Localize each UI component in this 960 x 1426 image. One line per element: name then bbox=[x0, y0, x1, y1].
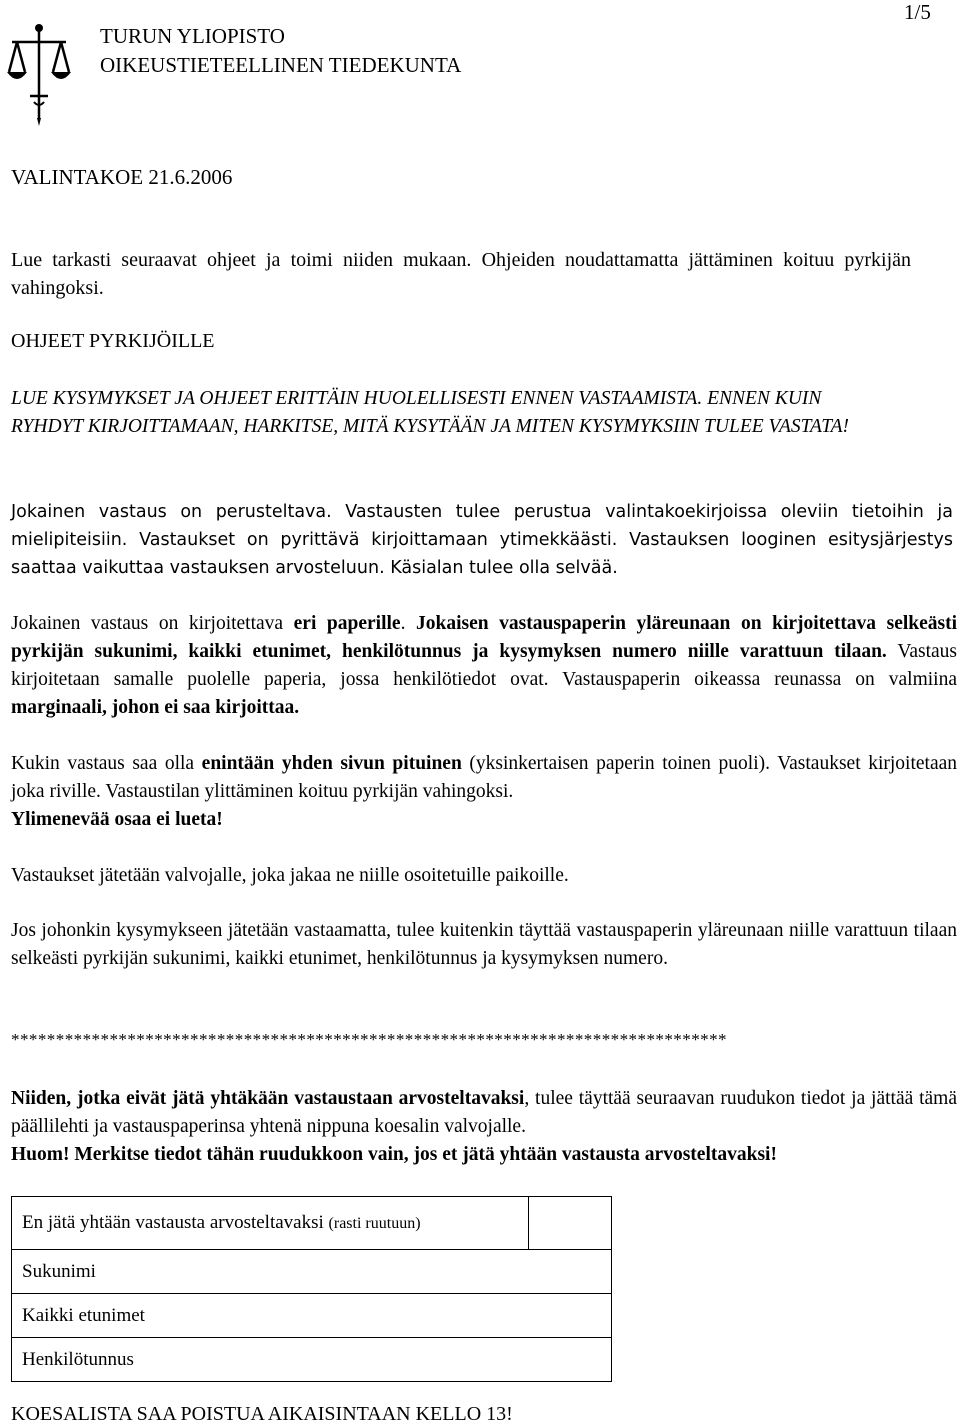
paragraph-answer-length bbox=[11, 750, 957, 834]
para6-bold-1: Niiden, jotka eivät jätä yhtäkään vastaustaan arvosteltavaksi bbox=[11, 1088, 525, 1109]
personal-id-label: Henkilötunnus bbox=[22, 1348, 134, 1370]
no-answers-form bbox=[11, 1196, 612, 1382]
instructions-heading: OHJEET PYRKIJÖILLE bbox=[11, 330, 215, 352]
no-answers-hint: (rasti ruutuun) bbox=[328, 1215, 421, 1232]
para3-bold-1: enintään yhden sivun pituinen bbox=[201, 753, 462, 774]
para3-bold-2: Ylimenevää osaa ei lueta! bbox=[11, 809, 223, 830]
no-answers-label: En jätä yhtään vastausta arvosteltavaksi bbox=[22, 1212, 324, 1233]
surname-field[interactable] bbox=[12, 1250, 612, 1294]
first-names-field[interactable] bbox=[12, 1294, 612, 1338]
scales-of-justice-icon bbox=[4, 20, 74, 130]
para2-bold-1: eri paperille bbox=[293, 613, 401, 634]
personal-id-field[interactable] bbox=[12, 1338, 612, 1382]
para3-text-1: Kukin vastaus saa olla bbox=[11, 753, 202, 774]
para2-bold-2: Jokaisen vastauspaperin yläreunaan on kirjoitettava selkeästi pyrkijän sukunimi, kaikki etunimet, henkilötunnus ja kysymyksen numero niille varattuun tilaan. bbox=[11, 613, 958, 662]
paragraph-separate-paper bbox=[11, 610, 957, 722]
para3-text-2: (yksinkertaisen paperin toinen puoli). Vastaukset kirjoitetaan joka riville. Vastaustilan ylittäminen koituu pyrkijän vahingoksi. bbox=[11, 753, 958, 802]
paragraph-supervisor: Vastaukset jätetään valvojalle, joka jakaa ne niille osoitetuille paikoille. bbox=[11, 865, 569, 886]
para2-text-1: Jokainen vastaus on kirjoitettava bbox=[11, 613, 294, 634]
paragraph-unanswered: Jos johonkin kysymykseen jätetään vastaamatta, tulee kuitenkin täyttää vastauspaperin yläreunaan niille varattuun tilaan selkeästi pyrkijän sukunimi, kaikki etunimet, henkilötunnus ja kysymyksen numero. bbox=[11, 920, 957, 969]
faculty-name: OIKEUSTIETEELLINEN TIEDEKUNTA bbox=[100, 53, 462, 77]
paragraph-no-answers bbox=[11, 1085, 957, 1169]
no-answers-checkbox[interactable] bbox=[529, 1197, 612, 1250]
para2-text-3: Vastaus kirjoitetaan samalle puolelle paperia, jossa henkilötiedot ovat. Vastauspaperin oikeassa reunassa on valmiina bbox=[11, 641, 957, 690]
intro-paragraph: Lue tarkasti seuraavat ohjeet ja toimi niiden mukaan. Ohjeiden noudattamatta jättäminen koituu pyrkijän vahingoksi. bbox=[11, 249, 911, 299]
university-name: TURUN YLIOPISTO bbox=[100, 24, 285, 48]
page-number: 1/5 bbox=[904, 0, 931, 24]
footer-notice: KOESALISTA SAA POISTUA AIKAISINTAAN KELLO 13! bbox=[11, 1403, 513, 1425]
paragraph-answer-requirements: Jokainen vastaus on perusteltava. Vastausten tulee perustua valintakoekirjoissa oleviin tietoihin ja mielipiteisiin. Vastaukset on pyrittävä kirjoittamaan ytimekkäästi. Vastauksen looginen esitysjärjestys saattaa vaikuttaa vastauksen arvosteluun. Käsialan tulee olla selvää. bbox=[11, 502, 953, 578]
separator-line: ******************************************************************************** bbox=[11, 1030, 727, 1049]
surname-label: Sukunimi bbox=[22, 1260, 96, 1282]
para6-text-1: , tulee täyttää seuraavan ruudukon tiedot ja jättää tämä päällilehti ja vastauspaperinsa yhtenä nippuna koesalin valvojalle. bbox=[11, 1088, 958, 1137]
no-answers-label-cell bbox=[12, 1197, 529, 1250]
para2-text-2: . bbox=[400, 613, 417, 634]
para2-bold-3: marginaali, johon ei saa kirjoittaa. bbox=[11, 697, 300, 718]
exam-title: VALINTAKOE 21.6.2006 bbox=[11, 165, 233, 189]
first-names-label: Kaikki etunimet bbox=[22, 1304, 145, 1326]
para6-bold-2: Huom! Merkitse tiedot tähän ruudukkoon vain, jos et jätä yhtään vastausta arvosteltavaksi! bbox=[11, 1144, 777, 1165]
italic-notice: LUE KYSYMYKSET JA OHJEET ERITTÄIN HUOLELLISESTI ENNEN VASTAAMISTA. ENNEN KUIN RYHDYT KIRJOITTAMAAN, HARKITSE, MITÄ KYSYTÄÄN JA MITEN KYSYMYKSIIN TULEE VASTATA! bbox=[11, 388, 850, 437]
